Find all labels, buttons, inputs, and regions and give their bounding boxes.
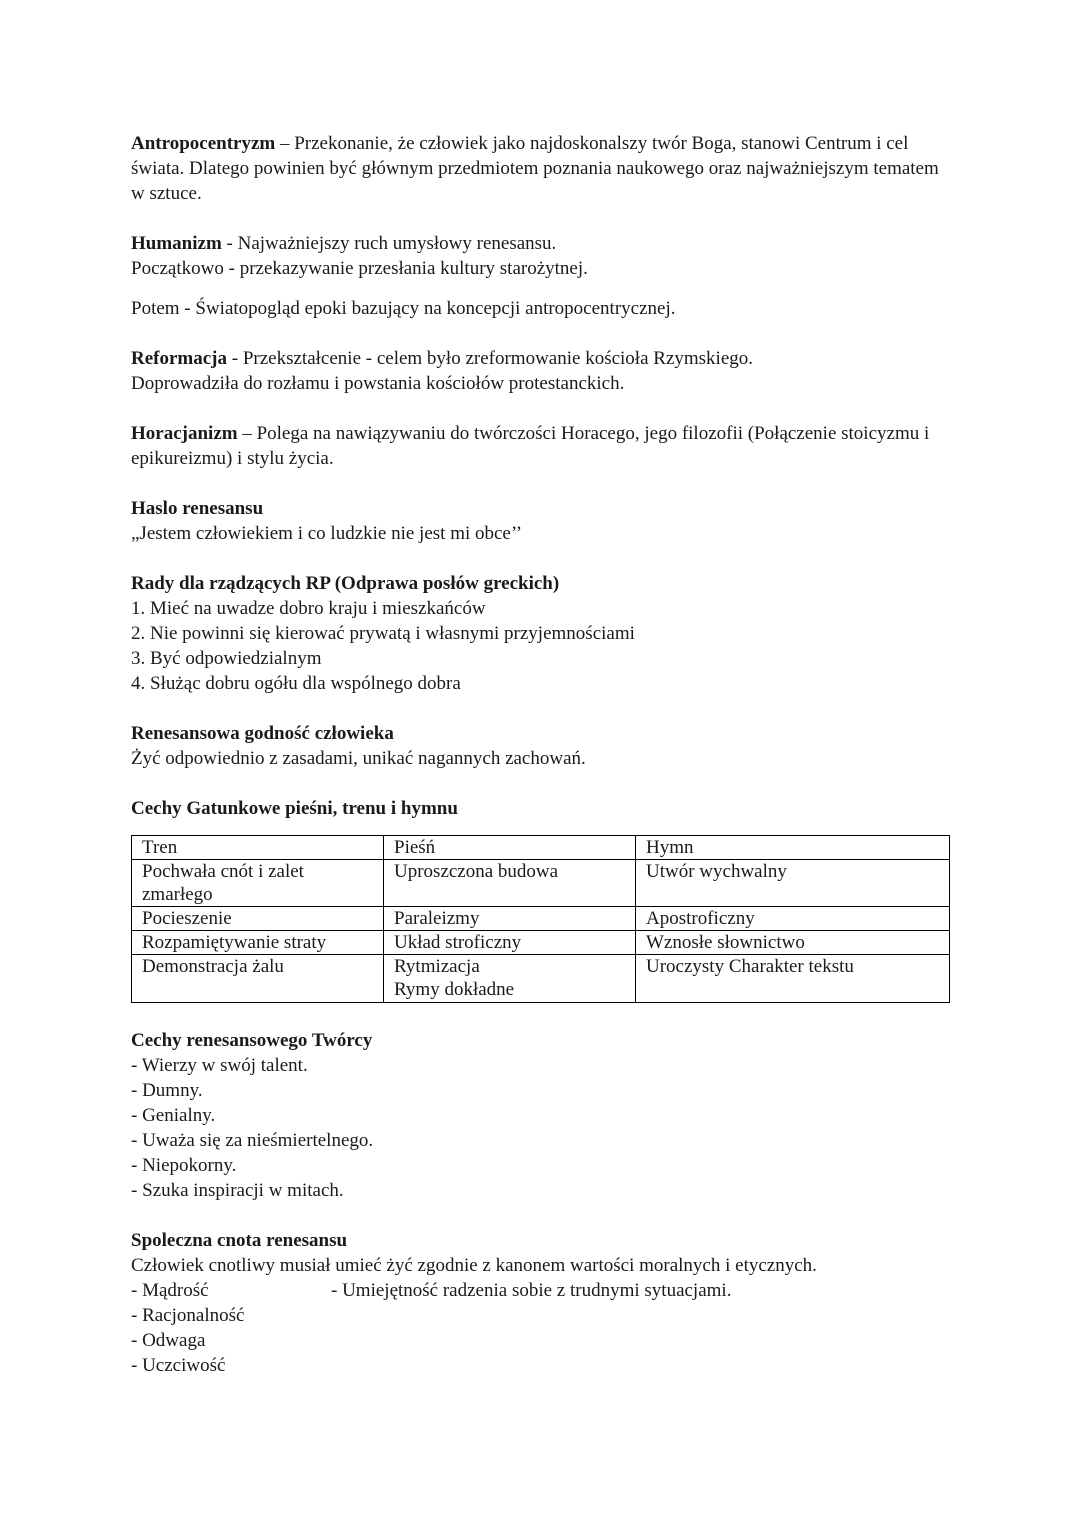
table-header-cell: Tren bbox=[132, 836, 384, 860]
humanizm-definition: - Najważniejszy ruch umysłowy renesansu. bbox=[221, 233, 557, 254]
table-cell: Demonstracja żalu bbox=[132, 955, 384, 1003]
godnosc-title: Renesansowa godność człowieka bbox=[131, 723, 394, 744]
list-item: 3. Być odpowiedzialnym bbox=[131, 648, 322, 669]
table-header-row bbox=[132, 836, 950, 860]
humanizm-line3: Potem - Światopogląd epoki bazujący na koncepcji antropocentrycznej. bbox=[131, 298, 676, 319]
antropocentryzm-term: Antropocentryzm bbox=[131, 133, 276, 154]
godnosc-text: Żyć odpowiednio z zasadami, unikać nagannych zachowań. bbox=[131, 748, 586, 769]
antropocentryzm-definition: – Przekonanie, że człowiek jako najdoskonalszy twór Boga, stanowi Centrum i cel świata. Dlatego powinien być głównym przedmiotem poznania naukowego oraz najważniejszym tematem w sztuce. bbox=[131, 133, 939, 204]
table-cell: Pocieszenie bbox=[132, 907, 384, 931]
table-cell: Uproszczona budowa bbox=[384, 860, 636, 907]
table-cell: Pochwała cnót i zalet zmarłego bbox=[132, 860, 384, 907]
humanizm-term: Humanizm bbox=[131, 233, 222, 254]
list-item: 2. Nie powinni się kierować prywatą i własnymi przyjemnościami bbox=[131, 623, 635, 644]
table-cell bbox=[384, 955, 636, 1003]
section-reformacja bbox=[131, 346, 949, 396]
list-item: - Niepokorny. bbox=[131, 1155, 237, 1176]
horacjanizm-definition: – Polega na nawiązywaniu do twórczości Horacego, jego filozofii (Połączenie stoicyzmu i epikureizmu) i stylu życia. bbox=[131, 423, 930, 469]
list-item: - Szuka inspiracji w mitach. bbox=[131, 1180, 344, 1201]
table-header-cell: Pieśń bbox=[384, 836, 636, 860]
list-item: - Odwaga bbox=[131, 1330, 206, 1351]
table-row bbox=[132, 955, 950, 1003]
table-cell: Uroczysty Charakter tekstu bbox=[636, 955, 950, 1003]
table-cell-line: Rytmizacja bbox=[394, 956, 480, 977]
section-cnota bbox=[131, 1228, 949, 1378]
table-cell: Wznosłe słownictwo bbox=[636, 931, 950, 955]
section-cechy-gatunkowe bbox=[131, 796, 949, 1003]
section-tworca bbox=[131, 1028, 949, 1203]
list-item: - Mądrość bbox=[131, 1280, 209, 1301]
list-item: - Genialny. bbox=[131, 1105, 216, 1126]
table-cell: Paraleizmy bbox=[384, 907, 636, 931]
section-humanizm bbox=[131, 231, 949, 321]
table-row bbox=[132, 907, 950, 931]
section-godnosc bbox=[131, 721, 949, 771]
table-cell: Apostroficzny bbox=[636, 907, 950, 931]
table-cell-line: Rymy dokładne bbox=[394, 979, 515, 1000]
haslo-quote: „Jestem człowiekiem i co ludzkie nie jest mi obce’’ bbox=[131, 523, 523, 544]
humanizm-paragraph bbox=[131, 231, 949, 256]
table-cell: Układ stroficzny bbox=[384, 931, 636, 955]
list-item: - Dumny. bbox=[131, 1080, 203, 1101]
list-item: - Wierzy w swój talent. bbox=[131, 1055, 308, 1076]
list-item: - Racjonalność bbox=[131, 1305, 245, 1326]
list-item: - Uczciwość bbox=[131, 1355, 226, 1376]
list-item: 4. Służąc dobru ogółu dla wspólnego dobra bbox=[131, 673, 461, 694]
list-item: 1. Mieć na uwadze dobro kraju i mieszkańców bbox=[131, 598, 486, 619]
table-header-cell: Hymn bbox=[636, 836, 950, 860]
section-antropocentryzm bbox=[131, 131, 949, 206]
virtue-row bbox=[131, 1278, 949, 1303]
cnota-side-note: - Umiejętność radzenia sobie z trudnymi sytuacjami. bbox=[331, 1280, 732, 1301]
table-row bbox=[132, 931, 950, 955]
genre-table bbox=[131, 835, 950, 1003]
reformacja-line2: Doprowadziła do rozłamu i powstania kościołów protestanckich. bbox=[131, 373, 625, 394]
reformacja-term: Reformacja bbox=[131, 348, 228, 369]
cnota-text: Człowiek cnotliwy musiał umieć żyć zgodnie z kanonem wartości moralnych i etycznych. bbox=[131, 1255, 817, 1276]
table-cell: Utwór wychwalny bbox=[636, 860, 950, 907]
humanizm-line2: Początkowo - przekazywanie przesłania kultury starożytnej. bbox=[131, 258, 588, 279]
haslo-title: Haslo renesansu bbox=[131, 498, 264, 519]
section-rady bbox=[131, 571, 949, 696]
rady-title: Rady dla rządzących RP (Odprawa posłów greckich) bbox=[131, 573, 560, 594]
antropocentryzm-paragraph bbox=[131, 131, 949, 206]
section-haslo bbox=[131, 496, 949, 546]
table-cell: Rozpamiętywanie straty bbox=[132, 931, 384, 955]
tworca-title: Cechy renesansowego Twórcy bbox=[131, 1030, 373, 1051]
cechy-gatunkowe-title: Cechy Gatunkowe pieśni, trenu i hymnu bbox=[131, 798, 458, 819]
reformacja-definition: - Przekształcenie - celem było zreformowanie kościoła Rzymskiego. bbox=[227, 348, 754, 369]
horacjanizm-paragraph bbox=[131, 421, 949, 471]
section-horacjanizm bbox=[131, 421, 949, 471]
cnota-title: Spoleczna cnota renesansu bbox=[131, 1230, 348, 1251]
list-item: - Uważa się za nieśmiertelnego. bbox=[131, 1130, 374, 1151]
table-row bbox=[132, 860, 950, 907]
reformacja-paragraph bbox=[131, 346, 949, 371]
horacjanizm-term: Horacjanizm bbox=[131, 423, 238, 444]
